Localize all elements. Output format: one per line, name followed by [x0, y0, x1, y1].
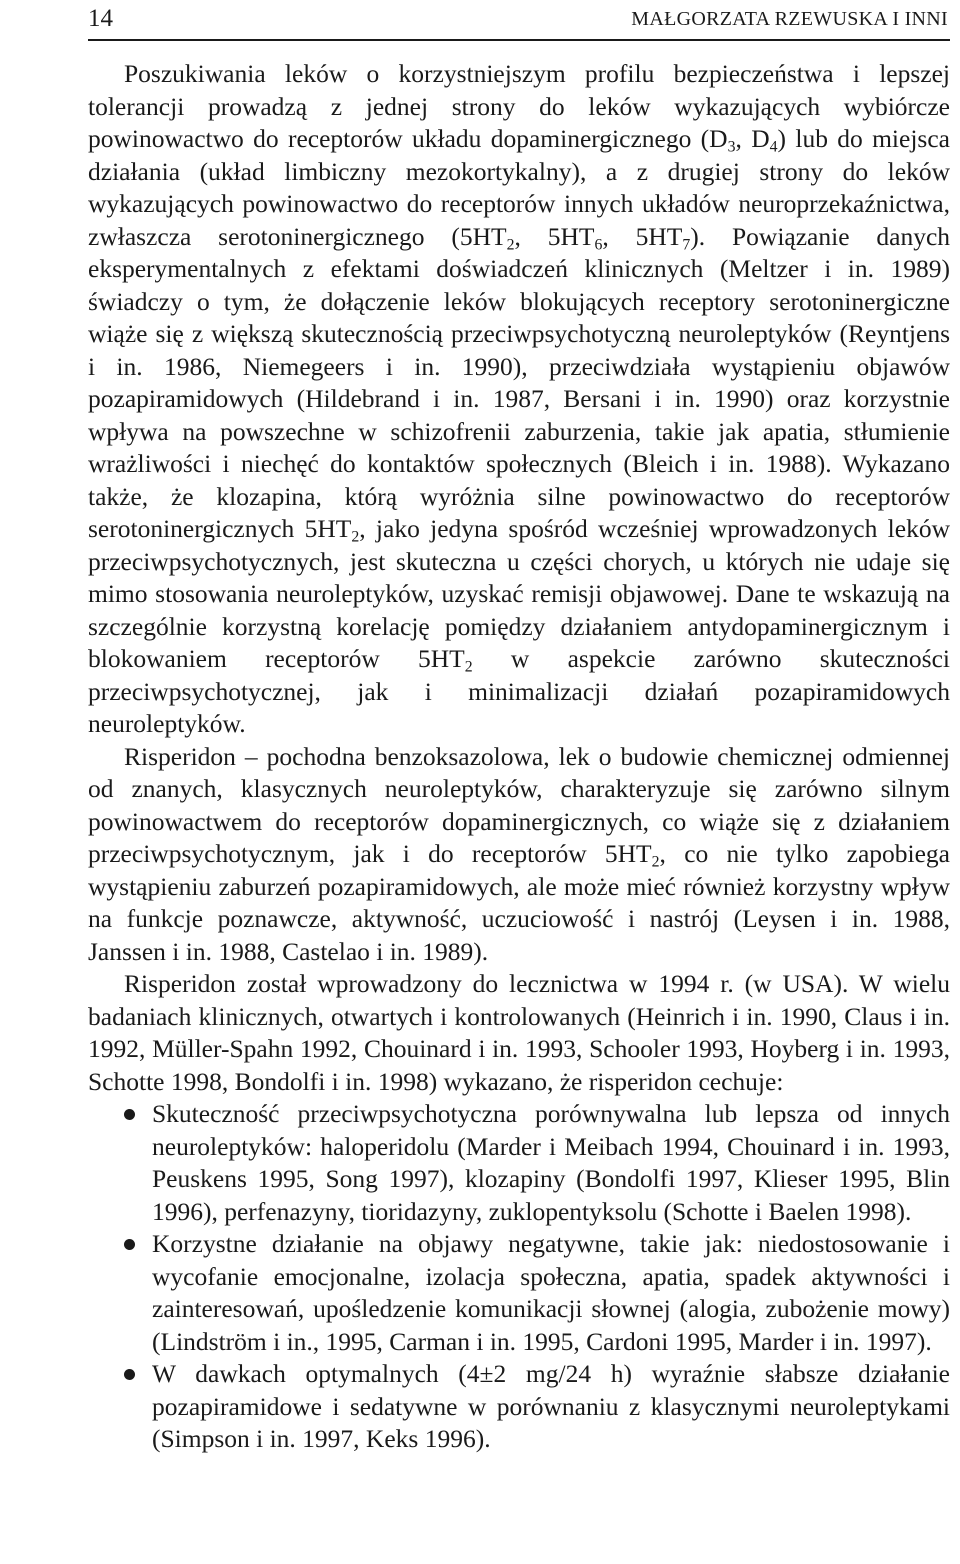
paragraph [88, 58, 950, 741]
bullet-dot-icon [124, 1369, 135, 1380]
text-run: Poszukiwania leków o korzystniejszym profilu bezpieczeństwa i lepszej tolerancji prowadzą z jednej strony do leków wykazujących wybiórcze powinowactwo do receptorów układu dopaminergicznego (D [88, 59, 950, 153]
subscript: 2 [651, 853, 660, 871]
text-run: Risperidon został wprowadzony do lecznictwa w 1994 r. (w USA). W wielu badaniach klinicznych, otwartych i kontrolowanych (Heinrich i in. 1990, Claus i in. 1992, Müller-Spahn 1992, Chouinard i in. 1993, Schooler 1993, Hoyberg i in. 1993, Schotte 1998, Bondolfi i in. 1998) wykazano, że risperidon cechuje: [88, 969, 950, 1096]
text-run: , jako jedyna spośród wcześniej wprowadzonych leków przeciwpsychotycznych, jest skuteczna u części chorych, u których nie udaje się mimo stosowania neuroleptyków, uzyskać remisji objawowej. Dane te wskazują na szczególnie korzystną korelację pomiędzy działaniem antydopaminergicznym i blokowaniem receptorów 5HT [88, 514, 950, 673]
subscript: 3 [727, 138, 736, 156]
paragraphs [88, 58, 950, 1098]
text-run: , 5HT [602, 221, 683, 251]
header-rule [88, 39, 950, 41]
bullet-item [88, 1098, 950, 1228]
subscript: 2 [351, 528, 360, 546]
text-run: , co nie tylko zapobiega wystąpieniu zaburzeń pozapiramidowych, ale może mieć również korzystny wpływ na funkcje poznawcze, aktywność, uczuciowość i nastrój (Leysen i in. 1988, Janssen i in. 1988, Castelao i in. 1989). [88, 839, 950, 966]
subscript: 2 [464, 658, 473, 676]
bullet-item [88, 1228, 950, 1358]
text-run: , D [735, 124, 770, 153]
bullet-list [88, 1098, 950, 1456]
body-text [88, 58, 950, 1456]
bullet-text: Korzystne działanie na objawy negatywne, takie jak: niedostosowanie i wycofanie emocjonalne, izolacja społeczna, apatia, spadek aktywności i zainteresowań, upośledzenie komunikacji słownej (alogia, zubożenie mowy) (Lindström i in., 1995, Carman i in. 1995, Cardoni 1995, Marder i in. 1997). [152, 1229, 950, 1356]
text-run: Risperidon – pochodna benzoksazolowa, lek o budowie chemicznej odmiennej od znanych, klasycznych neuroleptyków, charakteryzuje się zarówno silnym powinowactwem do receptorów dopaminergicznych, co wiąże się z działaniem przeciwpsychotycznym, jak i do receptorów 5HT [88, 741, 950, 868]
bullet-text: Skuteczność przeciwpsychotyczna porównywalna lub lepsza od innych neuroleptyków: haloperidolu (Marder i Meibach 1994, Chouinard i in. 1993, Peuskens 1995, Song 1997), klozapiny (Bondolfi 1997, Klieser 1995, Blin 1996), perfenazyny, tioridazyny, zuklopentyksolu (Schotte i Baelen 1998). [152, 1099, 950, 1226]
bullet-item [88, 1358, 950, 1456]
paragraph [88, 741, 950, 969]
bullet-dot-icon [124, 1109, 135, 1120]
page-number: 14 [88, 5, 113, 32]
subscript: 4 [769, 138, 778, 156]
text-run: ) lub do miejsca działania (układ limbiczny mezokortykalny), a z drugiej strony do leków wykazujących powinowactwo do receptorów innych układów neuroprzekaźnictwa, zwłaszcza serotoninergicznego (5HT [88, 124, 950, 251]
text-run: ). Powiązanie danych eksperymentalnych z efektami doświadczeń klinicznych (Meltzer i in. 1989) świadczy o tym, że dołączenie leków blokujących receptory serotoninergiczne wiąże się z większą skutecznością przeciwpsychotyczną neuroleptyków (Reyntjens i in. 1986, Niemegeers i in. 1990), przeciwdziała wystąpieniu objawów pozapiramidowych (Hildebrand i in. 1987, Bersani i in. 1990) oraz korzystnie wpływa na powszechne w schizofrenii zaburzenia, takie jak apatia, stłumienie wrażliwości i niechęć do kontaktów społecznych (Bleich i in. 1988). Wykazano także, że klozapina, którą wyróżnia silne powinowactwo do receptorów serotoninergicznych 5HT [88, 221, 951, 543]
subscript: 2 [506, 235, 515, 253]
bullet-text: W dawkach optymalnych (4±2 mg/24 h) wyraźnie słabsze działanie pozapiramidowe i sedatywne w porównaniu z klasycznymi neuroleptykami (Simpson i in. 1997, Keks 1996). [152, 1359, 950, 1453]
page-header [88, 2, 948, 36]
bullet-dot-icon [124, 1239, 135, 1250]
subscript: 6 [594, 235, 603, 253]
paragraph [88, 968, 950, 1098]
text-run: , 5HT [514, 221, 595, 251]
running-head: MAŁGORZATA RZEWUSKA I INNI [631, 7, 948, 30]
text-run: w aspekcie zarówno skuteczności przeciwpsychotycznej, jak i minimalizacji działań pozapiramidowych neuroleptyków. [88, 644, 950, 738]
subscript: 7 [682, 235, 691, 253]
